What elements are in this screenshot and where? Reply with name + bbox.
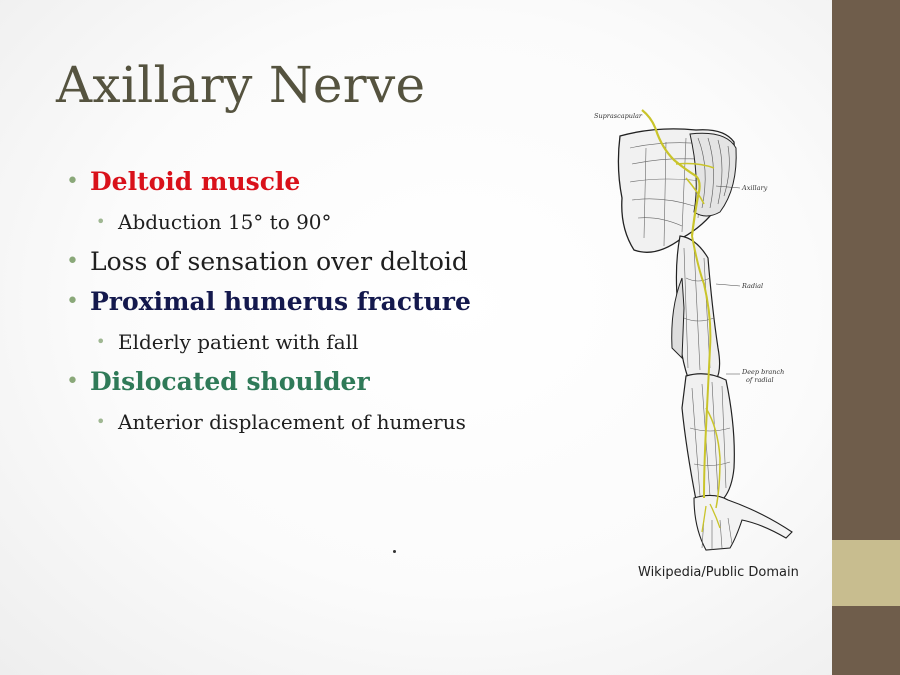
- sub-bullet-abduction-text: Abduction 15° to 90°: [118, 210, 332, 234]
- label-axillary: Axillary: [742, 184, 768, 192]
- bullet-deltoid: [66, 162, 536, 202]
- humerus-cut: [672, 278, 684, 358]
- bullet-humerus-fracture-text: Proximal humerus fracture: [90, 287, 471, 316]
- bullet-humerus-fracture: [66, 282, 536, 322]
- bullet-sensation: [66, 242, 536, 282]
- bullet-sensation-text: Loss of sensation over deltoid: [90, 247, 468, 276]
- sub-bullet-elderly: [66, 322, 536, 362]
- image-credit: Wikipedia/Public Domain: [638, 565, 799, 580]
- bullet-dot-icon: •: [66, 169, 79, 194]
- sub-bullet-abduction: [66, 202, 536, 242]
- label-deep-branch-line1: Deep branch: [742, 368, 785, 376]
- sub-bullet-anterior: [66, 402, 536, 442]
- stray-dot: [393, 550, 396, 553]
- slide-title: Axillary Nerve: [56, 56, 426, 114]
- bullet-deltoid-text: Deltoid muscle: [90, 167, 301, 196]
- arm-anatomy-illustration: [586, 108, 810, 554]
- sub-bullet-dot-icon: •: [96, 332, 106, 351]
- sub-bullet-anterior-text: Anterior displacement of humerus: [118, 410, 466, 434]
- bullet-dislocated: [66, 362, 536, 402]
- bullet-dot-icon: •: [66, 289, 79, 314]
- bullet-dot-icon: •: [66, 249, 79, 274]
- hand-outline: [694, 495, 792, 550]
- label-deep-branch-line2: of radial: [746, 376, 774, 384]
- theme-sidebar-accent: [832, 540, 900, 606]
- sub-bullet-dot-icon: •: [96, 412, 106, 431]
- label-suprascapular: Suprascapular: [594, 112, 643, 120]
- label-radial: Radial: [742, 282, 764, 290]
- bullet-dislocated-text: Dislocated shoulder: [90, 367, 370, 396]
- bullet-list: [66, 162, 536, 442]
- label-leaders: [716, 186, 740, 374]
- sub-bullet-dot-icon: •: [96, 212, 106, 231]
- bullet-dot-icon: •: [66, 369, 79, 394]
- sub-bullet-elderly-text: Elderly patient with fall: [118, 330, 359, 354]
